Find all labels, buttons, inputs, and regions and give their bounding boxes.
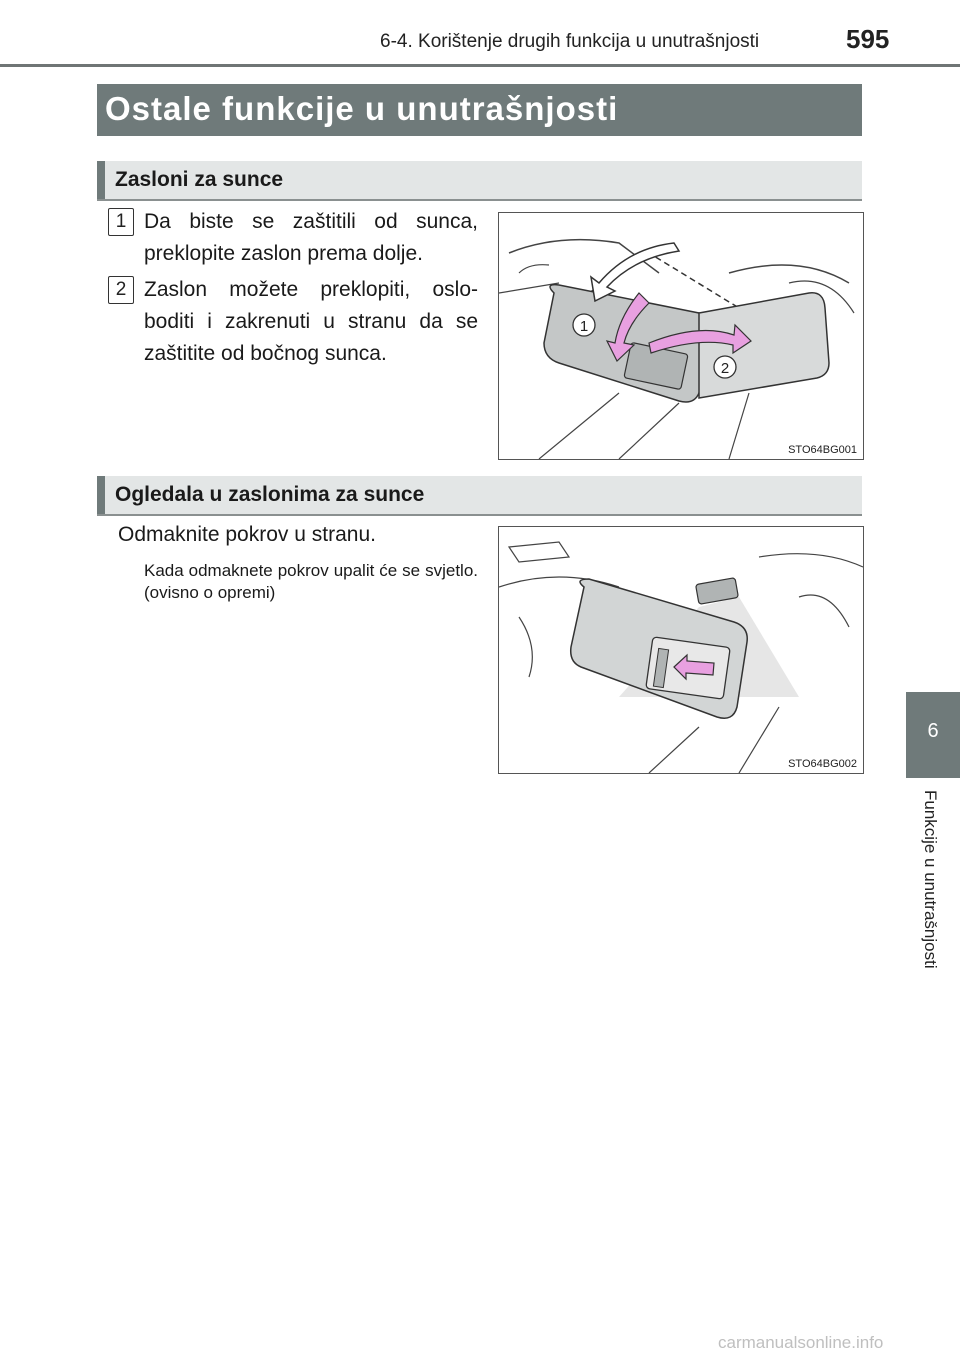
step-text: Zaslon možete preklopiti, oslo- boditi i zakrenuti u stranu da se zaštitite od bočnog sunca. bbox=[144, 278, 478, 365]
section-title: Zasloni za sunce bbox=[115, 168, 284, 191]
svg-text:2: 2 bbox=[720, 360, 730, 377]
chapter-header: 6-4. Korištenje drugih funkcija u unutrašnjosti bbox=[380, 31, 760, 52]
instruction-text: Odmaknite pokrov u stranu. bbox=[118, 523, 376, 546]
page-title-bar bbox=[97, 84, 862, 136]
chapter-tab-number: 6 bbox=[927, 720, 939, 742]
watermark: carmanualsonline.info bbox=[718, 1333, 884, 1352]
chapter-tab-label-text: Funkcije u unutrašnjosti bbox=[921, 790, 940, 969]
sun-visor-figure bbox=[498, 212, 864, 460]
figure-code: STO64BG001 bbox=[788, 444, 857, 456]
page-number: 595 bbox=[846, 24, 890, 54]
step-1 bbox=[108, 206, 478, 276]
page-title: Ostale funkcije u unutrašnjosti bbox=[105, 90, 619, 127]
header-divider bbox=[0, 64, 960, 67]
section-heading-sun-visors bbox=[97, 161, 862, 201]
svg-text:1: 1 bbox=[579, 318, 589, 335]
figure-code: STO64BG002 bbox=[788, 758, 857, 770]
section-accent bbox=[97, 476, 105, 514]
step-2 bbox=[108, 274, 478, 374]
vanity-mirror-figure bbox=[498, 526, 864, 774]
section-heading-visor-mirrors bbox=[97, 476, 862, 516]
section-accent bbox=[97, 161, 105, 199]
section-title: Ogledala u zaslonima za sunce bbox=[115, 483, 425, 506]
note-text: Kada odmaknete pokrov upalit će se svjetlo. (ovisno o opremi) bbox=[144, 561, 478, 602]
chapter-tab[interactable] bbox=[906, 692, 960, 778]
step-number: 2 bbox=[108, 276, 134, 304]
chapter-tab-label bbox=[920, 790, 946, 1020]
step-text: Da biste se zaštitili od sunca, preklopite zaslon prema dolje. bbox=[144, 210, 478, 265]
vanity-mirror-illustration bbox=[499, 527, 863, 773]
step-number: 1 bbox=[108, 208, 134, 236]
sun-visor-illustration bbox=[499, 213, 863, 459]
